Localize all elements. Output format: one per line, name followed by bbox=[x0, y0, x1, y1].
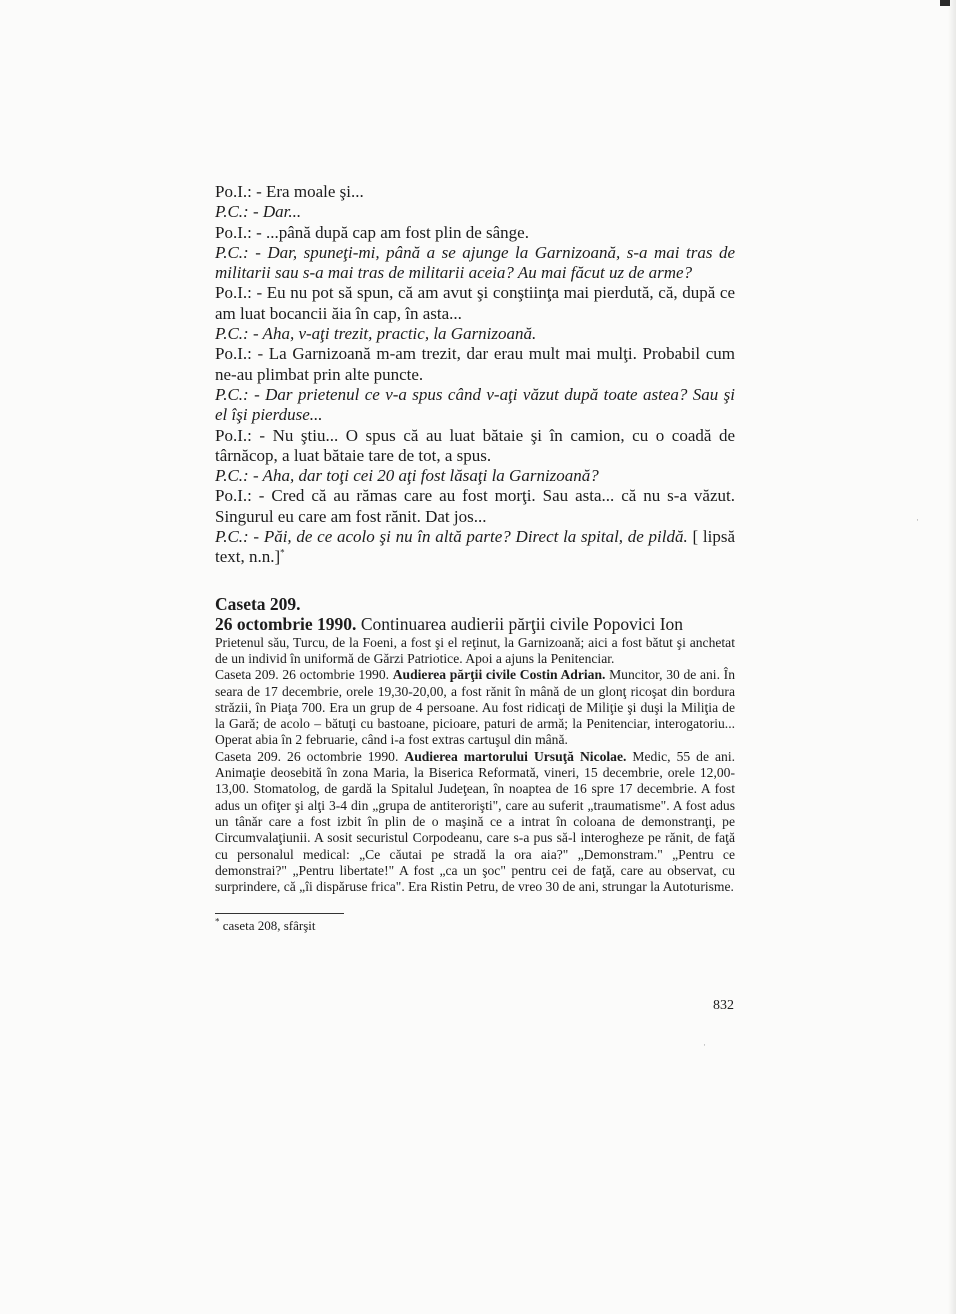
page-content bbox=[215, 182, 735, 895]
footnote-marker: * bbox=[280, 547, 285, 558]
dialogue-line: Po.I.: - Era moale şi... bbox=[215, 182, 364, 201]
summary-entries bbox=[215, 635, 735, 896]
footnote: * caseta 208, sfârşit bbox=[215, 916, 316, 933]
summary-entry: Caseta 209. 26 octombrie 1990. Audierea martorului Ursuţă Nicolae. Medic, 55 de ani. Animaţie deosebită în zona Maria, la Biserica Reformată, vineri, 15 decembrie, orele 12,00-13,00. Stomatolog, de gardă la Spitalul Judeţean, în noaptea de 16 spre 17 decembrie. A fost adus un ofiţer şi alţi 3-4 din „grupa de antiterorişti", care au suferit „traumatisme". A fost adus un tânăr care a fost izbit în plin de o maşină ce a intrat în coloana de demonstranţi, pe Circumvalaţiunii. A sosit securistul Corpodeanu, care s-a pus să-l interogheze pe rănit, de faţă cu personalul medical: „Ce căutai pe stradă la ora aia?" „Demonstram." „Pentru ce demonstrai?" „Pentru libertate!" A fost „ca un şoc" pentru cei de faţă, care au observat, cu surprindere, că „îi dispăruse frica". Era Ristin Petru, de vreo 30 de ani, strungar la Autoturisme. bbox=[215, 748, 736, 895]
scan-speck: · bbox=[916, 515, 919, 525]
page-number: 832 bbox=[713, 998, 734, 1013]
footnote-divider bbox=[215, 913, 344, 914]
dialogue-line: Po.I.: - ...până după cap am fost plin de sânge. bbox=[215, 222, 529, 242]
dialogue-line: Po.I.: - Eu nu pot să spun, că am avut şi conştiinţa mai pierdută, că, după ce am luat bocancii ăia în cap, în asta... bbox=[215, 283, 735, 323]
dialogue-line: P.C.: - Aha, dar toţi cei 20 aţi fost lăsaţi la Garnizoană? bbox=[215, 466, 599, 486]
dialogue-line: P.C.: - Dar prietenul ce v-a spus când v-aţi văzut după toate astea? Sau şi el îşi pierduse... bbox=[215, 384, 735, 425]
dialogue-line: P.C.: - Dar, spuneţi-mi, până a se ajunge la Garnizoană, s-a mai tras de militarii sau s-a mai tras de militarii aceia? Au mai făcut uz de arme? bbox=[215, 242, 735, 283]
section-heading: Caseta 209. bbox=[215, 593, 301, 614]
interview-transcript bbox=[215, 182, 735, 568]
dialogue-line: Po.I.: - La Garnizoană m-am trezit, dar erau mult mai mulţi. Probabil cum ne-au plimbat prin alte puncte. bbox=[215, 344, 735, 384]
scan-speck: · bbox=[703, 1040, 706, 1050]
dialogue-line: Po.I.: - Cred că au rămas care au fost morţi. Sau asta... că nu s-a văzut. Singurul eu care am fost rănit. Dat jos... bbox=[215, 486, 735, 526]
summary-entry: Caseta 209. 26 octombrie 1990. Audierea părţii civile Costin Adrian. Muncitor, 30 de ani. În seara de 17 decembrie, orele 19,30-20,00, a fost rănit în mână de un glonţ ricoşat din bordura străzii, în Piaţa 700. Era un grup de 4 persoane. Au fost ridicaţi de Miliţie şi duşi la Miliţia de la Gară; de acolo – bătuţi cu bastoane, picioare, paturi de armă; la Penitenciar, interogatoriu... Operat abia în 2 februarie, când i-a fost extras cartuşul din mână. bbox=[215, 667, 735, 748]
section-date-line: 26 octombrie 1990. Continuarea audierii părţii civile Popovici Ion bbox=[215, 613, 684, 634]
dialogue-line: Po.I.: - Nu ştiu... O spus că au luat bătaie şi în camion, cu o coadă de târnăcop, a luat bătaie tare de tot, a spus. bbox=[215, 425, 735, 465]
dialogue-line-last: P.C.: - Păi, de ce acolo şi nu în altă parte? Direct la spital, de pildă. [ lipsă text, n.n.]* bbox=[215, 527, 735, 567]
scan-corner-mark bbox=[940, 0, 950, 6]
dialogue-line: P.C.: - Aha, v-aţi trezit, practic, la Garnizoană. bbox=[215, 324, 537, 344]
summary-entry: Prietenul său, Turcu, de la Foeni, a fost şi el reţinut, la Garnizoană; aici a fost bătut şi anchetat de un individ în uniformă de Gărzi Patriotice. Apoi a ajuns la Penitenciar. bbox=[215, 634, 735, 666]
page-edge bbox=[948, 0, 956, 1314]
dialogue-line: P.C.: - Dar... bbox=[215, 202, 302, 222]
